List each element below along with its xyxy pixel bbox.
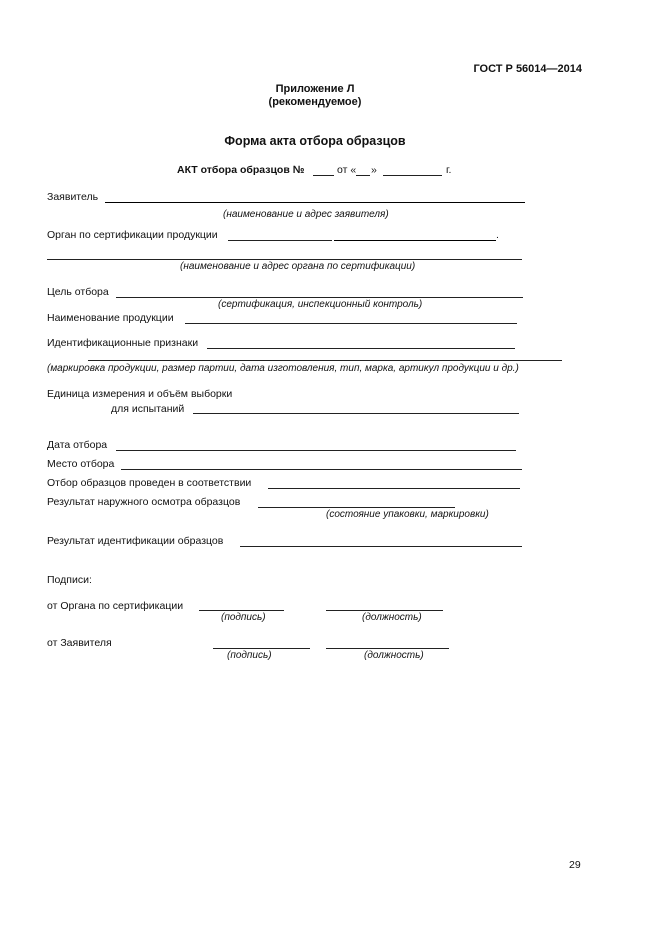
inspection-field[interactable]	[258, 507, 455, 508]
sig-applicant-sign-caption: (подпись)	[227, 650, 272, 661]
product-name-field[interactable]	[185, 323, 517, 324]
sig-cert-body-sign-caption: (подпись)	[221, 612, 266, 623]
sig-applicant-sign-field[interactable]	[213, 648, 310, 649]
act-number-field[interactable]	[313, 175, 334, 176]
place-label: Место отбора	[47, 458, 115, 470]
cert-body-field-line2[interactable]	[47, 259, 522, 260]
applicant-field[interactable]	[105, 202, 525, 203]
signatures-heading: Подписи:	[47, 574, 92, 586]
place-field[interactable]	[121, 469, 522, 470]
date-label: Дата отбора	[47, 439, 108, 451]
cert-body-field-part2[interactable]	[334, 240, 496, 241]
purpose-field[interactable]	[116, 297, 523, 298]
act-quote-close: »	[371, 164, 377, 176]
cert-body-label: Орган по сертификации продукции	[47, 229, 218, 241]
identification-caption: (маркировка продукции, размер партии, дата изготовления, тип, марка, артикул продукции и др.)	[47, 363, 519, 374]
sig-cert-body-sign-field[interactable]	[199, 610, 284, 611]
identification-field-line2[interactable]	[88, 360, 562, 361]
act-label: АКТ отбора образцов №	[177, 164, 305, 176]
identification-label: Идентификационные признаки	[47, 337, 199, 349]
conducted-label: Отбор образцов проведен в соответствии	[47, 477, 252, 489]
appendix-title: Приложение Л	[275, 83, 355, 95]
sig-cert-body-label: от Органа по сертификации	[47, 600, 184, 612]
conducted-field[interactable]	[268, 488, 520, 489]
sig-applicant-position-caption: (должность)	[364, 650, 424, 661]
identification-field[interactable]	[207, 348, 515, 349]
purpose-label: Цель отбора	[47, 286, 109, 298]
form-title: Форма акта отбора образцов	[224, 134, 406, 148]
act-month-year-field[interactable]	[383, 175, 442, 176]
cert-body-caption: (наименование и адрес органа по сертификации)	[180, 261, 416, 272]
measure-label-line2: для испытаний	[111, 403, 185, 415]
inspection-caption: (состояние упаковки, маркировки)	[326, 509, 489, 520]
act-from-label: от «	[337, 164, 357, 176]
sig-applicant-label: от Заявителя	[47, 637, 112, 649]
act-year-suffix: г.	[446, 164, 452, 176]
cert-body-end: .	[496, 229, 499, 241]
ident-result-field[interactable]	[240, 546, 522, 547]
measure-label-line1: Единица измерения и объём выборки	[47, 388, 233, 400]
measure-field[interactable]	[193, 413, 519, 414]
date-field[interactable]	[116, 450, 516, 451]
inspection-label: Результат наружного осмотра образцов	[47, 496, 241, 508]
sig-applicant-position-field[interactable]	[326, 648, 449, 649]
applicant-caption: (наименование и адрес заявителя)	[223, 209, 389, 220]
sig-cert-body-position-field[interactable]	[326, 610, 443, 611]
appendix-subtitle: (рекомендуемое)	[268, 96, 362, 108]
sig-cert-body-position-caption: (должность)	[362, 612, 422, 623]
cert-body-field-part1[interactable]	[228, 240, 332, 241]
ident-result-label: Результат идентификации образцов	[47, 535, 224, 547]
purpose-caption: (сертификация, инспекционный контроль)	[218, 299, 423, 310]
product-name-label: Наименование продукции	[47, 312, 174, 324]
page-number: 29	[569, 859, 581, 871]
applicant-label: Заявитель	[47, 191, 99, 203]
act-day-field[interactable]	[356, 175, 370, 176]
standard-code: ГОСТ Р 56014—2014	[473, 63, 582, 75]
